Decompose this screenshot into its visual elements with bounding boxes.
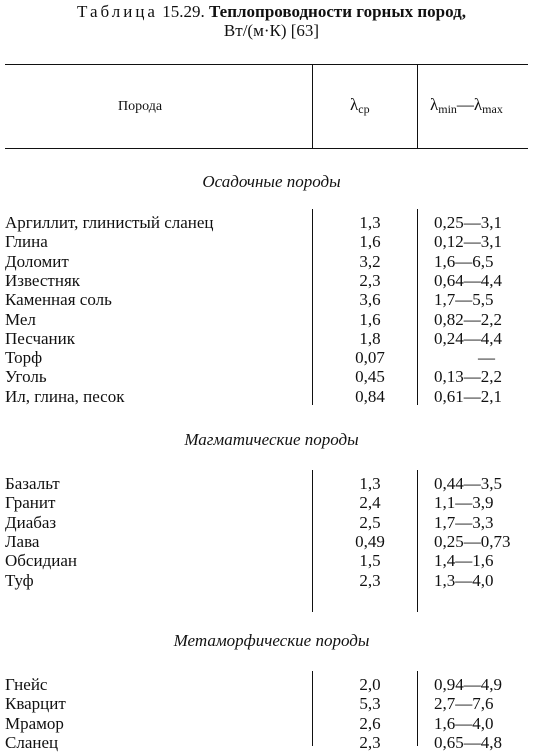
rock-name: Кварцит: [5, 694, 66, 714]
average-conductivity: 1,6: [359, 232, 381, 252]
table-row: [0, 252, 543, 272]
average-conductivity: 2,3: [359, 270, 381, 290]
rock-name: Каменная соль: [5, 290, 112, 310]
average-conductivity: 5,3: [359, 694, 381, 714]
conductivity-range: 0,64—4,4: [434, 270, 502, 290]
average-conductivity: 0,07: [355, 348, 385, 368]
table-title-line1: Теплопроводности горных пород,: [208, 2, 466, 21]
average-conductivity: 1,6: [359, 309, 381, 329]
rock-name: Торф: [5, 348, 43, 368]
conductivity-range: 0,25—0,73: [434, 531, 511, 551]
average-conductivity: 2,3: [359, 732, 381, 752]
table-caption: [0, 2, 543, 22]
header-top-rule: [5, 64, 528, 65]
table-row: [0, 733, 543, 753]
table-row: [0, 493, 543, 513]
rock-name: Доломит: [5, 251, 69, 271]
conductivity-range: 1,3—4,0: [434, 570, 494, 590]
table-row: [0, 387, 543, 407]
table-row: [0, 571, 543, 591]
rock-name: Ил, глина, песок: [5, 386, 125, 406]
header-bottom-rule: [5, 148, 528, 149]
table-number: 15.29.: [162, 2, 205, 21]
average-conductivity: 2,3: [359, 570, 381, 590]
table-row: [0, 714, 543, 734]
table-row: [0, 675, 543, 695]
rock-name: Туф: [5, 570, 34, 590]
conductivity-range: 0,12—3,1: [434, 232, 502, 252]
table-row: [0, 213, 543, 233]
conductivity-range: 0,65—4,8: [434, 732, 502, 752]
average-conductivity: 0,49: [355, 531, 385, 551]
rock-name: Сланец: [5, 732, 59, 752]
average-conductivity: 0,45: [355, 367, 385, 387]
average-conductivity: 3,2: [359, 251, 381, 271]
section-title: Осадочные породы: [202, 172, 341, 191]
conductivity-range: 0,13—2,2: [434, 367, 502, 387]
column-header-average: $\lambda_{ср}$: [350, 95, 370, 116]
conductivity-range: 0,61—2,1: [434, 386, 502, 406]
rock-name: Уголь: [5, 367, 47, 387]
conductivity-range: 1,6—4,0: [434, 713, 494, 733]
table-row: [0, 290, 543, 310]
conductivity-range: 1,4—1,6: [434, 551, 494, 571]
conductivity-range: 1,6—6,5: [434, 251, 494, 271]
average-conductivity: 2,0: [359, 675, 381, 694]
table-row: [0, 271, 543, 291]
conductivity-range: 2,7—7,6: [434, 694, 494, 714]
column-header-range: $\lambda_{min}—\lambda_{max}$: [430, 95, 503, 116]
table-row: [0, 551, 543, 571]
table-row: [0, 232, 543, 252]
average-conductivity: 1,8: [359, 328, 381, 348]
rock-name: Глина: [5, 232, 48, 252]
header-divider-2: [417, 64, 418, 148]
rock-name: Песчаник: [5, 328, 76, 348]
average-conductivity: 1,5: [359, 551, 381, 571]
average-conductivity: 2,5: [359, 512, 381, 532]
rock-name: Лава: [5, 531, 40, 551]
table-row: [0, 329, 543, 349]
conductivity-range: 0,25—3,1: [434, 213, 502, 232]
rock-name: Гранит: [5, 493, 56, 513]
table-row: [0, 474, 543, 494]
rock-name: Известняк: [5, 270, 81, 290]
header-divider-1: [312, 64, 313, 148]
table-title-line2: Вт/(м·К) [63]: [223, 21, 320, 40]
conductivity-range: 1,1—3,9: [434, 493, 494, 513]
section-title: Метаморфические породы: [173, 631, 370, 650]
rock-name: Мел: [5, 309, 36, 329]
conductivity-range: 0,94—4,9: [434, 675, 502, 694]
table-label: Таблица: [77, 2, 158, 21]
average-conductivity: 1,3: [359, 213, 381, 232]
column-header-rock: Порода: [118, 99, 163, 114]
rock-name: Гнейс: [5, 675, 48, 694]
rock-name: Аргиллит, глинистый сланец: [5, 213, 214, 232]
table-row: [0, 367, 543, 387]
rock-name: Мрамор: [5, 713, 64, 733]
table-row: [0, 532, 543, 552]
table-row: [0, 310, 543, 330]
average-conductivity: 3,6: [359, 290, 381, 310]
average-conductivity: 2,6: [359, 713, 381, 733]
table-row: [0, 348, 543, 368]
table-row: [0, 513, 543, 533]
rock-name: Базальт: [5, 474, 60, 493]
average-conductivity: 0,84: [355, 386, 385, 406]
conductivity-range: —: [478, 348, 495, 368]
table-row: [0, 694, 543, 714]
rock-name: Диабаз: [5, 512, 57, 532]
conductivity-range: 0,24—4,4: [434, 328, 502, 348]
conductivity-range: 0,44—3,5: [434, 474, 502, 493]
conductivity-range: 1,7—3,3: [434, 512, 494, 532]
conductivity-range: 0,82—2,2: [434, 309, 502, 329]
average-conductivity: 1,3: [359, 474, 381, 493]
rock-name: Обсидиан: [5, 551, 77, 571]
average-conductivity: 2,4: [359, 493, 381, 513]
section-title: Магматические породы: [184, 430, 359, 449]
conductivity-range: 1,7—5,5: [434, 290, 494, 310]
